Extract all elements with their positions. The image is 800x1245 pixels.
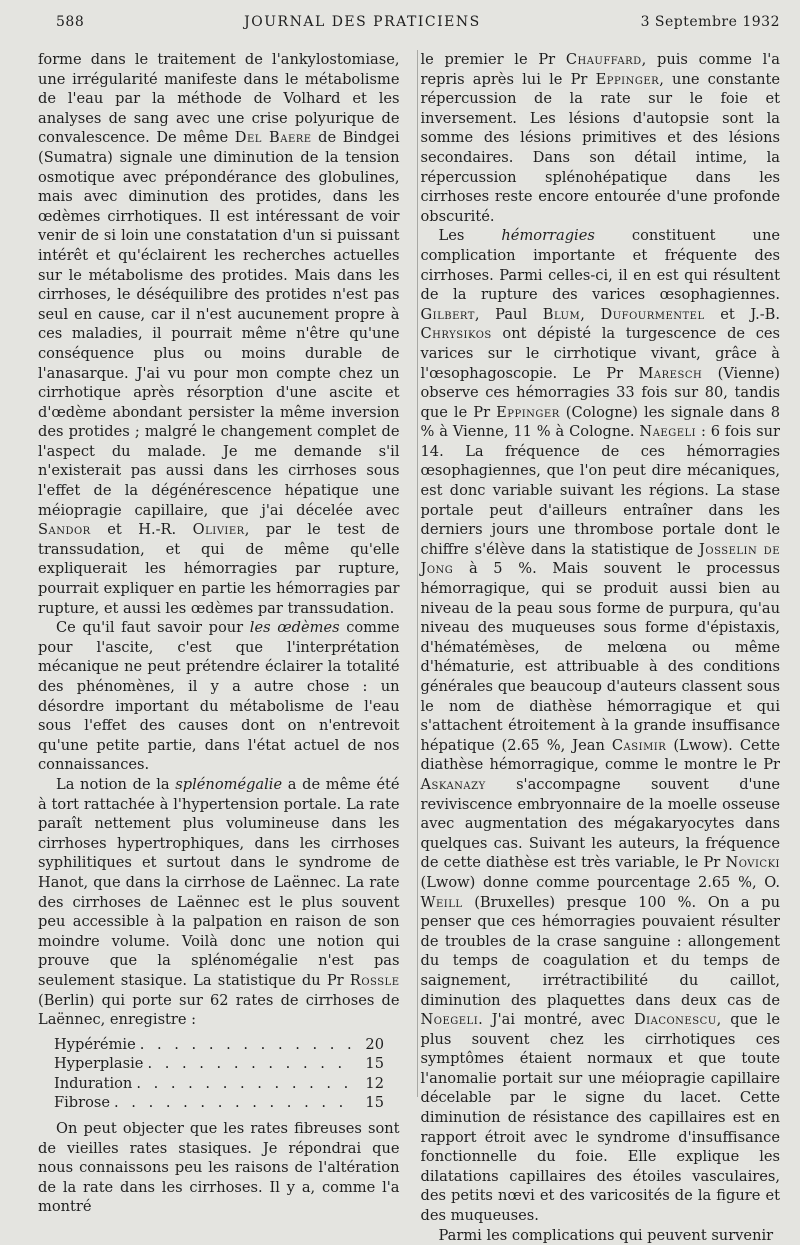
paragraph-edemes: Ce qu'il faut savoir pour les œdèmes comme pour l'ascite, c'est que l'interprétation mécanique ne peut prétendre éclairer la totalité des phénomènes, il y a autre chose : un désordre important du métabolisme de l'eau sous l'effet des causes dont on n'entrevoit qu'une petite partie, dans l'état actuel de nos connaissances.	[38, 619, 400, 774]
emphasis-term: les œdèmes	[249, 619, 340, 637]
right-column	[417, 50, 781, 1244]
emphasis-term: hémorragies	[501, 227, 595, 245]
author-name: Novicki	[725, 854, 780, 872]
list-item: Hypérémie . . . 20	[54, 1035, 384, 1055]
issue-date: 3 Septembre 1932	[640, 14, 780, 30]
paragraph-complications: Parmi les complications qui peuvent survenir	[438, 1226, 774, 1244]
author-name: Askanazy	[420, 775, 486, 793]
page-number: 588	[56, 14, 85, 30]
list-item: Fibrose . . . 15	[54, 1093, 384, 1113]
author-name: Diaconescu	[633, 1011, 717, 1029]
author-name: Noegeli	[420, 1011, 479, 1029]
author-name: Naegeli	[639, 423, 697, 441]
page-header	[56, 14, 780, 38]
author-name: Chauffard	[565, 51, 642, 68]
paragraph-repercussion: le premier le Pr Chauffard, puis comme l'a repris après lui le Pr Eppinger, une constante répercussion de la rate sur le foie et inversement. Les lésions d'autopsie sont la somme des lésions primitives et des lésions secondaires. Dans son détail intime, la répercussion splénohépatique dans les cirrhoses reste encore entourée d'une profonde obscurité.	[420, 51, 780, 225]
author-name: Eppinger	[496, 403, 560, 421]
author-name: Maresch	[638, 364, 703, 382]
paragraph-edema-metabolism: forme dans le traitement de l'ankylostomiase, une irrégularité manifeste dans le métabolisme de l'eau par la méthode de Volhard et les analyses de sang avec une crise polyurique de convalescence. De même Del Baere de Bindgei (Sumatra) signale une diminution de la tension osmotique avec prépondérance des globulines, mais avec diminution des protides, dans les œdèmes cirrhotiques. Il est intéressant de voir venir de si loin une constatation d'un si puissant intérêt et qu'éclairent les recherches actuelles sur le métabolisme des protides. Mais dans les cirrhoses, le déséquilibre des protides n'est pas seul en cause, car il n'est aucunement propre à ces maladies, il pourrait même n'être qu'une conséquence plus ou moins durable de l'anasarque. J'ai vu pour mon compte chez un cirrhotique après résorption d'une ascite et d'œdème abondant persister la même inversion des protides ; malgré le changement complet de l'aspect du malade. Je me demande s'il n'existerait pas aussi dans les cirrhoses sous l'effet de la dégénérescence hépatique une méiopragie capillaire, que j'ai décelée avec Sandor et H.-R. Olivier, par le test de transsudation, et qui de même qu'elle expliquerait les hémorragies par rupture, pourrait expliquer en partie les hémorragies par rupture, et aussi les œdèmes par transsudation.	[38, 51, 400, 617]
left-column	[38, 50, 400, 1216]
author-name: Sandor	[38, 521, 91, 539]
author-name: Josselin de Jong	[420, 540, 780, 578]
paragraph-hemorragies: Les hémorragies constituent une complication importante et fréquente des cirrhoses. Parmi celles-ci, il en est qui résultent de la rupture des varices œsophagiennes. Gilbert, Paul Blum, Dufourmentel et J.-B. Chrysikos ont dépisté la turgescence de ces varices sur le cirrhotique vivant, grâce à l'œsophagoscopie. Le Pr Maresch (Vienne) observe ces hémorragies 33 fois sur 80, tandis que le Pr Eppinger (Cologne) les signale dans 8 % à Vienne, 11 % à Cologne. Naegeli : 6 fois sur 14. La fréquence de ces hémorragies œsophagiennes, que l'on peut dire mécaniques, est donc variable suivant les régions. La stase portale peut d'ailleurs entraîner dans les derniers jours une thrombose portale dont le chiffre s'élève dans la statistique de Josselin de Jong à 5 %. Mais souvent le processus hémorragique, qui se produit aussi bien au niveau de la peau sous forme de purpura, qu'au niveau des muqueuses sous forme d'épistaxis, d'hématémèses, de melœna ou même d'hématurie, est attribuable à des conditions générales que beaucoup d'auteurs classent sous le nom de diathèse hémorragique et qui s'attachent étroitement à la grande insuffisance hépatique (2.65 %, Jean Casimir (Lwow). Cette diathèse hémorragique, comme le montre le Pr Askanazy s'accompagne souvent d'une reviviscence embryonnaire de la moelle osseuse avec augmentation des mégakaryocytes dans quelques cas. Suivant les auteurs, la fréquence de cette diathèse est très variable, le Pr Novicki (Lwow) donne comme pourcentage 2.65 %, O. Weill (Bruxelles) presque 100 %. On a pu penser que ces hémorragies pouvaient résulter de troubles de la crase sanguine : allongement du temps de coagulation et du temps de saignement, irrétractibilité du caillot, diminution des plaquettes dans deux cas de Noegeli. J'ai montré, avec Diaconescu, que le plus souvent chez les cirrhotiques ces symptômes étaient normaux et que toute l'anomalie portait sur une méiopragie capillaire décelable par le signe du lacet. Cette diminution de résistance des capillaires est en rapport étroit avec le syndrome d'insuffisance fonctionnelle du foie. Elle explique les dilatations capillaires des étoiles vasculaires, des petits nœvi et des varicosités de la figure et des muqueuses.	[420, 227, 781, 1225]
list-item: Induration . . . 12	[54, 1074, 384, 1094]
author-name: Olivier	[192, 521, 245, 539]
paragraph-splenomegalie: La notion de la splénomégalie a de même été à tort rattachée à l'hypertension portale. La rate paraît nettement plus volumineuse dans les cirrhoses hypertrophiques, dans les cirrhoses syphilitiques et surtout dans le syndrome de Hanot, que dans la cirrhose de Laënnec. La rate des cirrhoses de Laënnec est le plus souvent peu accessible à la palpation en raison de son moindre volume. Voilà donc une notion qui prouve que la splénomégalie n'est pas seulement stasique. La statistique du Pr Rossle (Berlin) qui porte sur 62 rates de cirrhoses de Laënnec, enregistre :	[38, 775, 400, 1029]
author-name: Blum	[542, 305, 581, 323]
author-name: Dufourmentel	[600, 305, 705, 323]
author-name: Chrysikos	[420, 325, 492, 343]
journal-title: JOURNAL DES PRATICIENS	[244, 14, 481, 30]
paragraph-rates-fibreuses: On peut objecter que les rates fibreuses sont de vieilles rates stasiques. Je répondrai que nous connaissons peu les raisons de l'altération de la rate dans les cirrhoses. Il y a, comme l'a montré	[38, 1120, 400, 1216]
article-columns	[38, 50, 781, 1244]
author-name: Weill	[420, 893, 463, 911]
author-name: Del Baere	[234, 129, 312, 147]
rossle-statistics-list	[54, 1035, 384, 1113]
author-name: Eppinger	[595, 70, 660, 88]
author-name: Rossle	[349, 971, 400, 989]
list-item: Hyperplasie . . . 15	[54, 1054, 384, 1074]
emphasis-term: splénomégalie	[175, 775, 283, 793]
author-name: Gilbert	[420, 305, 475, 323]
author-name: Casimir	[611, 736, 667, 754]
